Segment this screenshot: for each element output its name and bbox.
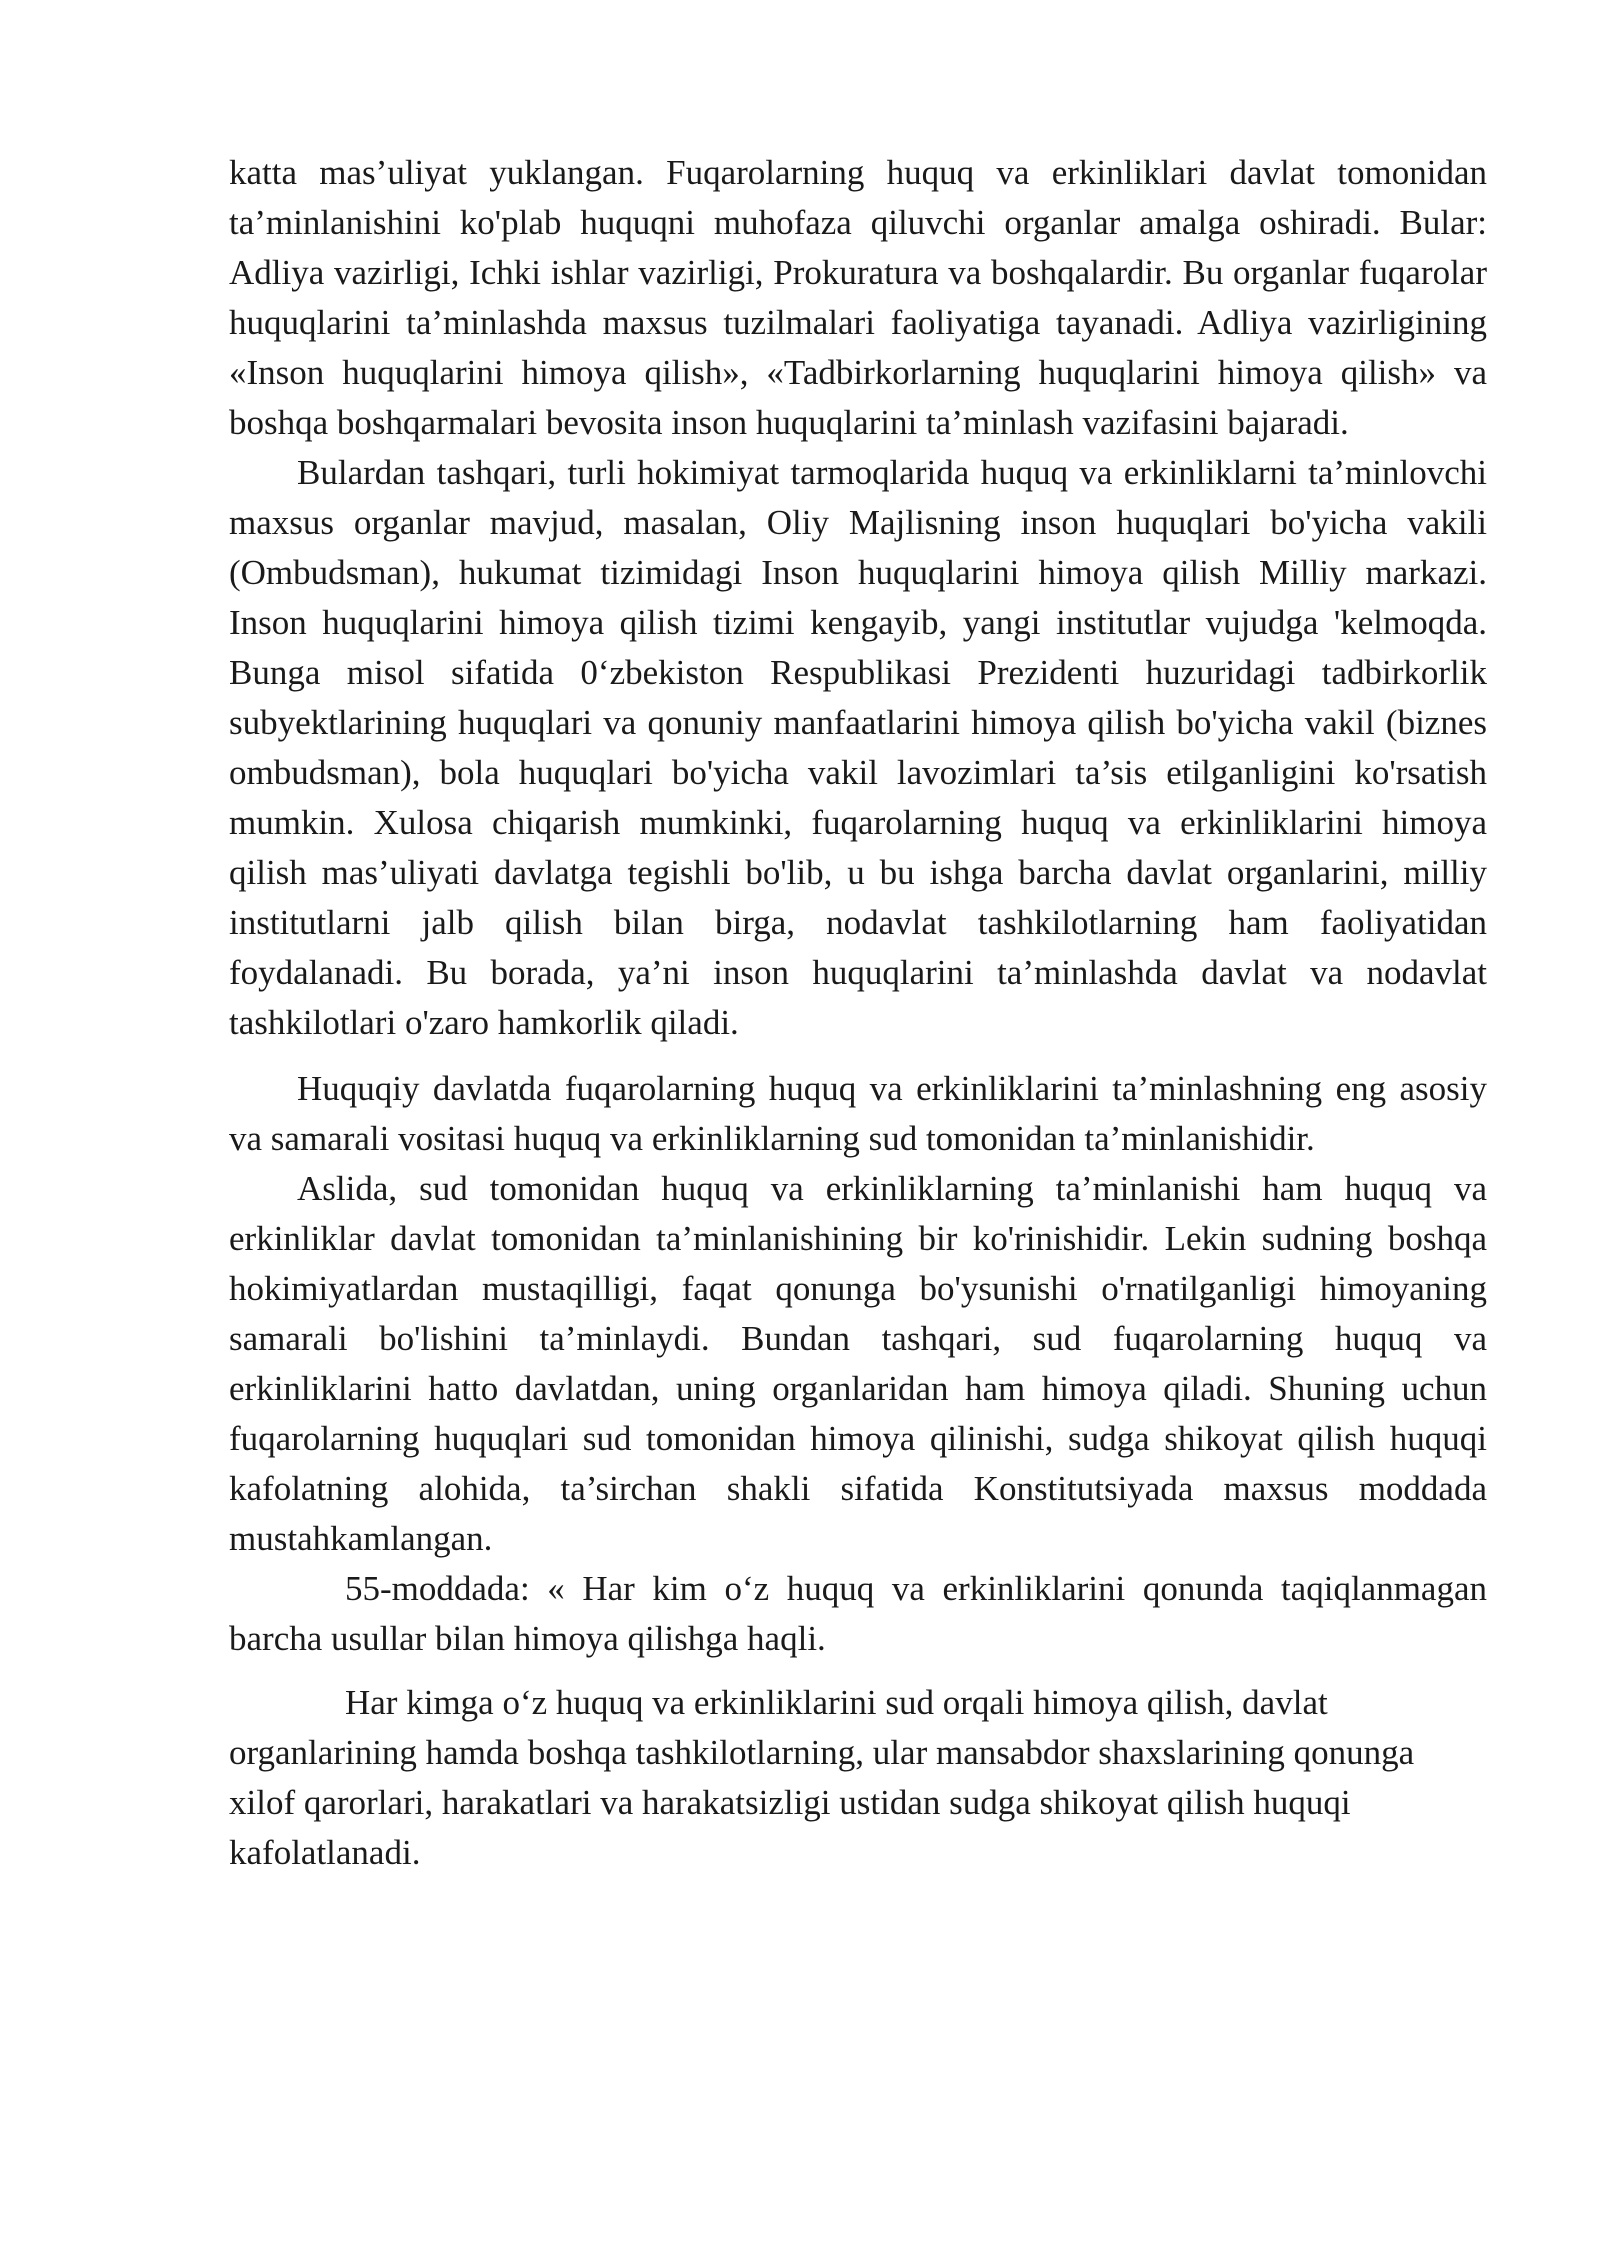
paragraph-judicial-guarantee: Har kimga o‘z huquq va erkinliklarini sud orqali himoya qilish, davlat organlarining hamda boshqa tashkilotlarning, ular mansabdor shaxslarining qonunga xilof qarorlari, harakatlari va harakatsizligi ustidan sudga shikoyat qilish huquqi kafolatlanadi.: [229, 1683, 1415, 1872]
paragraph-article-55: 55-moddada: « Har kim o‘z huquq va erkinliklarini qonunda taqiqlanmagan barcha usullar bilan himoya qilishga haqli.: [229, 1569, 1487, 1658]
paragraph-ministries: katta mas’uliyat yuklangan. Fuqarolarning huquq va erkinliklari davlat tomonidan ta’minlanishini ko'plab huquqni muhofaza qiluvchi organlar amalga oshiradi. Bular: Adliya vazirligi, Ichki ishlar vazirligi, Prokuratura va boshqalardir. Bu organlar fuqarolar huquqlarini ta’minlashda maxsus tuzilmalari faoliyatiga tayanadi. Adliya vazirligining «Inson huquqlarini himoya qilish», «Tadbirkorlarning huquqlarini himoya qilish» va boshqa boshqarmalari bevosita inson huquqlarini ta’minlash vazifasini bajaradi.: [229, 153, 1487, 442]
paragraph-special-bodies: Bulardan tashqari, turli hokimiyat tarmoqlarida huquq va erkinliklarni ta’minlovchi maxsus organlar mavjud, masalan, Oliy Majlisning inson huquqlari bo'yicha vakili (Ombudsman), hukumat tizimidagi Inson huquqlarini himoya qilish Milliy markazi. Inson huquqlarini himoya qilish tizimi kengayib, yangi institutlar vujudga 'kelmoqda. Bunga misol sifatida 0‘zbekiston Respublikasi Prezidenti huzuridagi tadbirkorlik subyektlarining huquqlari va qonuniy manfaatlarini himoya qilish bo'yicha vakil (biznes ombudsman), bola huquqlari bo'yicha vakil lavozimlari ta’sis etilganligini ko'rsatish mumkin. Xulosa chiqarish mumkinki, fuqarolarning huquq va erkinliklarini himoya qilish mas’uliyati davlatga tegishli bo'lib, u bu ishga barcha davlat organlarini, milliy institutlarni jalb qilish bilan birga, nodavlat tashkilotlarning ham faoliyatidan foydalanadi. Bu borada, ya’ni inson huquqlarini ta’minlashda davlat va nodavlat tashkilotlari o'zaro hamkorlik qiladi.: [229, 453, 1487, 1042]
paragraph-legal-state: Huquqiy davlatda fuqarolarning huquq va erkinliklarini ta’minlashning eng asosiy va samarali vositasi huquq va erkinliklarning sud tomonidan ta’minlanishidir.: [229, 1069, 1487, 1158]
paragraph-court-protection: Aslida, sud tomonidan huquq va erkinliklarning ta’minlanishi ham huquq va erkinliklar davlat tomonidan ta’minlanishining bir ko'rinishidir. Lekin sudning boshqa hokimiyatlardan mustaqilligi, faqat qonunga bo'ysunishi o'rnatilganligi himoyaning samarali bo'lishini ta’minlaydi. Bundan tashqari, sud fuqarolarning huquq va erkinliklarini hatto davlatdan, uning organlaridan ham himoya qiladi. Shuning uchun fuqarolarning huquqlari sud tomonidan himoya qilinishi, sudga shikoyat qilish huquqi kafolatning alohida, ta’sirchan shakli sifatida Konstitutsiyada maxsus moddada mustahkamlangan.: [229, 1169, 1487, 1558]
document-page: [229, 148, 1487, 1878]
